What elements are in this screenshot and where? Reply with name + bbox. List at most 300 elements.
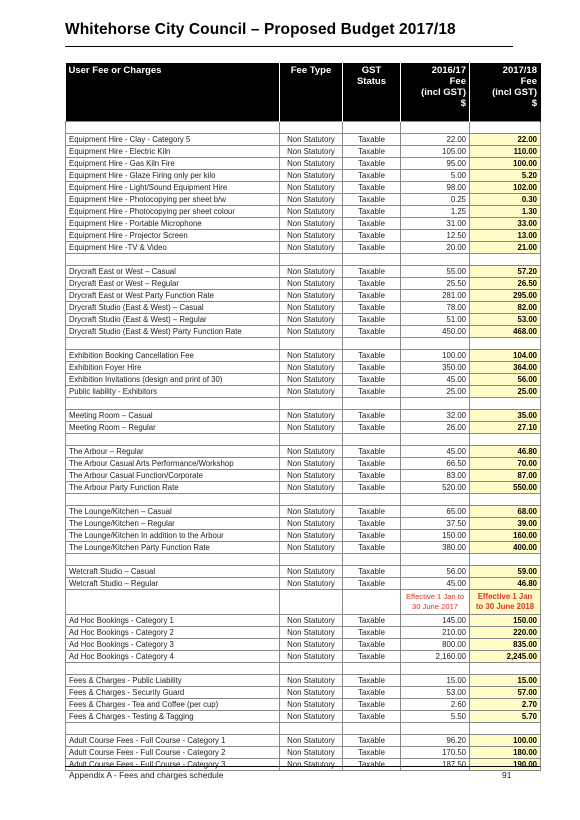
gst-status-cell: Taxable [343, 146, 401, 158]
page-title: Whitehorse City Council – Proposed Budget 2017/18 [65, 21, 456, 38]
gst-status-cell: Taxable [343, 735, 401, 747]
fee-2016-17-cell: 105.00 [401, 146, 470, 158]
fee-2016-17-cell: 45.00 [401, 446, 470, 458]
fee-type-cell: Non Statutory [280, 422, 343, 434]
fee-2016-17-cell: 96.20 [401, 735, 470, 747]
fee-name-cell: Drycraft East or West – Casual [66, 266, 280, 278]
empty-cell [343, 494, 401, 506]
fee-2017-18-cell: 468.00 [470, 326, 541, 338]
gst-status-cell: Taxable [343, 326, 401, 338]
fee-2016-17-cell: 2,160.00 [401, 651, 470, 663]
fee-type-cell: Non Statutory [280, 134, 343, 146]
empty-cell [280, 338, 343, 350]
fee-type-cell: Non Statutory [280, 506, 343, 518]
empty-cell [66, 254, 280, 266]
fee-2016-17-cell: 520.00 [401, 482, 470, 494]
fee-2017-18-cell: 5.70 [470, 711, 541, 723]
gst-status-cell: Taxable [343, 675, 401, 687]
table-spacer-row [66, 554, 541, 566]
empty-cell [343, 254, 401, 266]
empty-cell [401, 338, 470, 350]
fee-2016-17-cell: 37.50 [401, 518, 470, 530]
table-row [66, 170, 541, 182]
fee-name-cell: Ad Hoc Bookings - Category 4 [66, 651, 280, 663]
fee-2017-18-cell: 15.00 [470, 675, 541, 687]
title-divider [65, 46, 513, 47]
empty-cell [343, 398, 401, 410]
fee-type-cell: Non Statutory [280, 350, 343, 362]
fee-2017-18-cell: 2,245.00 [470, 651, 541, 663]
fee-type-cell: Non Statutory [280, 446, 343, 458]
fee-name-cell: The Lounge/Kitchen Party Function Rate [66, 542, 280, 554]
fee-name-cell: Meeting Room – Regular [66, 422, 280, 434]
fee-type-cell: Non Statutory [280, 627, 343, 639]
fee-name-cell: Drycraft East or West – Regular [66, 278, 280, 290]
table-row [66, 386, 541, 398]
fee-2016-17-cell: 22.00 [401, 134, 470, 146]
gst-status-cell: Taxable [343, 639, 401, 651]
fee-name-cell: Equipment Hire - Glaze Firing only per kilo [66, 170, 280, 182]
gst-status-cell: Taxable [343, 687, 401, 699]
gst-status-cell: Taxable [343, 542, 401, 554]
fee-2016-17-cell: 31.00 [401, 218, 470, 230]
fee-type-cell: Non Statutory [280, 362, 343, 374]
fee-2016-17-cell: 170.50 [401, 747, 470, 759]
fee-type-cell: Non Statutory [280, 711, 343, 723]
fee-type-cell: Non Statutory [280, 170, 343, 182]
effective-note-2016-17: Effective 1 Jan to 30 June 2017 [401, 590, 470, 615]
gst-status-cell: Taxable [343, 458, 401, 470]
fee-2017-18-cell: 550.00 [470, 482, 541, 494]
fee-2016-17-cell: 26.00 [401, 422, 470, 434]
fee-type-cell: Non Statutory [280, 542, 343, 554]
fee-2016-17-cell: 32.00 [401, 410, 470, 422]
fee-name-cell: Adult Course Fees - Full Course - Category 1 [66, 735, 280, 747]
fee-type-cell: Non Statutory [280, 266, 343, 278]
gst-status-cell: Taxable [343, 578, 401, 590]
gst-status-cell: Taxable [343, 194, 401, 206]
table-row [66, 482, 541, 494]
fee-2017-18-cell: 0.30 [470, 194, 541, 206]
empty-cell [66, 590, 280, 615]
table-row [66, 615, 541, 627]
table-row [66, 242, 541, 254]
fee-2017-18-cell: 1.30 [470, 206, 541, 218]
empty-cell [66, 663, 280, 675]
fee-2017-18-cell: 190.00 [470, 759, 541, 771]
table-row [66, 518, 541, 530]
fee-2017-18-cell: 13.00 [470, 230, 541, 242]
empty-cell [343, 122, 401, 134]
gst-status-cell: Taxable [343, 699, 401, 711]
gst-status-cell: Taxable [343, 711, 401, 723]
fee-2016-17-cell: 45.00 [401, 374, 470, 386]
fee-2017-18-cell: 46.80 [470, 578, 541, 590]
fee-type-cell: Non Statutory [280, 314, 343, 326]
fee-2016-17-cell: 380.00 [401, 542, 470, 554]
gst-status-cell: Taxable [343, 290, 401, 302]
empty-cell [470, 434, 541, 446]
empty-cell [280, 434, 343, 446]
fee-2017-18-cell: 46.80 [470, 446, 541, 458]
table-row [66, 206, 541, 218]
empty-cell [401, 434, 470, 446]
table-row [66, 747, 541, 759]
fee-2016-17-cell: 98.00 [401, 182, 470, 194]
empty-cell [66, 398, 280, 410]
fee-2017-18-cell: 220.00 [470, 627, 541, 639]
fee-type-cell: Non Statutory [280, 675, 343, 687]
table-row [66, 422, 541, 434]
fee-name-cell: Drycraft Studio (East & West) – Casual [66, 302, 280, 314]
table-spacer-row [66, 663, 541, 675]
table-row [66, 458, 541, 470]
fee-type-cell: Non Statutory [280, 242, 343, 254]
gst-status-cell: Taxable [343, 158, 401, 170]
empty-cell [343, 590, 401, 615]
fee-type-cell: Non Statutory [280, 278, 343, 290]
empty-cell [401, 723, 470, 735]
header-gst-status: GST Status [343, 63, 401, 122]
fee-name-cell: Equipment Hire - Portable Microphone [66, 218, 280, 230]
table-row [66, 446, 541, 458]
fee-name-cell: Equipment Hire -TV & Video [66, 242, 280, 254]
fee-name-cell: The Lounge/Kitchen – Regular [66, 518, 280, 530]
gst-status-cell: Taxable [343, 759, 401, 771]
gst-status-cell: Taxable [343, 314, 401, 326]
table-row [66, 759, 541, 771]
fee-2017-18-cell: 150.00 [470, 615, 541, 627]
fee-name-cell: Exhibition Foyer Hire [66, 362, 280, 374]
gst-status-cell: Taxable [343, 386, 401, 398]
fee-name-cell: Equipment Hire - Photocopying per sheet b/w [66, 194, 280, 206]
header-fee-name: User Fee or Charges [66, 63, 280, 122]
table-spacer-row [66, 398, 541, 410]
empty-cell [470, 122, 541, 134]
fee-type-cell: Non Statutory [280, 230, 343, 242]
fee-type-cell: Non Statutory [280, 735, 343, 747]
fee-name-cell: Equipment Hire - Light/Sound Equipment Hire [66, 182, 280, 194]
fee-2017-18-cell: 87.00 [470, 470, 541, 482]
table-spacer-row [66, 338, 541, 350]
table-row [66, 651, 541, 663]
fee-2017-18-cell: 400.00 [470, 542, 541, 554]
gst-status-cell: Taxable [343, 446, 401, 458]
empty-cell [66, 494, 280, 506]
fee-name-cell: Exhibition Invitations (design and print of 30) [66, 374, 280, 386]
fee-name-cell: Fees & Charges - Tea and Coffee (per cup) [66, 699, 280, 711]
gst-status-cell: Taxable [343, 350, 401, 362]
fee-type-cell: Non Statutory [280, 218, 343, 230]
gst-status-cell: Taxable [343, 230, 401, 242]
fee-2016-17-cell: 450.00 [401, 326, 470, 338]
fee-type-cell: Non Statutory [280, 687, 343, 699]
fee-name-cell: Drycraft Studio (East & West) – Regular [66, 314, 280, 326]
table-row [66, 230, 541, 242]
fee-2016-17-cell: 55.00 [401, 266, 470, 278]
fee-type-cell: Non Statutory [280, 158, 343, 170]
gst-status-cell: Taxable [343, 266, 401, 278]
empty-cell [343, 338, 401, 350]
fee-2016-17-cell: 145.00 [401, 615, 470, 627]
fee-type-cell: Non Statutory [280, 194, 343, 206]
empty-cell [280, 494, 343, 506]
empty-cell [401, 254, 470, 266]
table-row [66, 506, 541, 518]
fee-2016-17-cell: 5.50 [401, 711, 470, 723]
empty-cell [343, 434, 401, 446]
gst-status-cell: Taxable [343, 506, 401, 518]
empty-cell [280, 663, 343, 675]
fee-2016-17-cell: 95.00 [401, 158, 470, 170]
empty-cell [401, 122, 470, 134]
empty-cell [280, 398, 343, 410]
gst-status-cell: Taxable [343, 170, 401, 182]
fee-name-cell: The Arbour Party Function Rate [66, 482, 280, 494]
fee-type-cell: Non Statutory [280, 290, 343, 302]
empty-cell [280, 723, 343, 735]
table-row [66, 675, 541, 687]
fee-2017-18-cell: 39.00 [470, 518, 541, 530]
fee-name-cell: The Lounge/Kitchen – Casual [66, 506, 280, 518]
table-row [66, 266, 541, 278]
fee-2016-17-cell: 15.00 [401, 675, 470, 687]
table-row [66, 566, 541, 578]
fee-2016-17-cell: 25.00 [401, 386, 470, 398]
fee-name-cell: Drycraft Studio (East & West) Party Function Rate [66, 326, 280, 338]
fee-2016-17-cell: 2.60 [401, 699, 470, 711]
fee-2016-17-cell: 187.50 [401, 759, 470, 771]
gst-status-cell: Taxable [343, 362, 401, 374]
gst-status-cell: Taxable [343, 651, 401, 663]
fee-2016-17-cell: 0.25 [401, 194, 470, 206]
table-row [66, 410, 541, 422]
fee-2017-18-cell: 56.00 [470, 374, 541, 386]
fee-type-cell: Non Statutory [280, 374, 343, 386]
fee-name-cell: Equipment Hire - Gas Kiln Fire [66, 158, 280, 170]
fee-2017-18-cell: 835.00 [470, 639, 541, 651]
table-row [66, 194, 541, 206]
fee-2016-17-cell: 800.00 [401, 639, 470, 651]
fee-2017-18-cell: 68.00 [470, 506, 541, 518]
fee-name-cell: Equipment Hire - Photocopying per sheet colour [66, 206, 280, 218]
fee-name-cell: Wetcraft Studio – Regular [66, 578, 280, 590]
empty-cell [401, 398, 470, 410]
fee-2017-18-cell: 57.00 [470, 687, 541, 699]
fee-2016-17-cell: 150.00 [401, 530, 470, 542]
gst-status-cell: Taxable [343, 278, 401, 290]
header-fee-2017-18: 2017/18 Fee (incl GST) $ [470, 63, 541, 122]
fee-2016-17-cell: 45.00 [401, 578, 470, 590]
table-row [66, 158, 541, 170]
gst-status-cell: Taxable [343, 218, 401, 230]
fee-2016-17-cell: 66.50 [401, 458, 470, 470]
fee-2016-17-cell: 51.00 [401, 314, 470, 326]
table-row [66, 639, 541, 651]
fee-2016-17-cell: 25.50 [401, 278, 470, 290]
table-row [66, 470, 541, 482]
fee-type-cell: Non Statutory [280, 747, 343, 759]
effective-note-2017-18: Effective 1 Jan to 30 June 2018 [470, 590, 541, 615]
fee-2016-17-cell: 20.00 [401, 242, 470, 254]
fee-2017-18-cell: 22.00 [470, 134, 541, 146]
empty-cell [343, 554, 401, 566]
table-spacer-row [66, 434, 541, 446]
empty-cell [66, 554, 280, 566]
fee-2017-18-cell: 27.10 [470, 422, 541, 434]
table-row [66, 627, 541, 639]
table-row [66, 350, 541, 362]
fee-2017-18-cell: 5.20 [470, 170, 541, 182]
fee-2017-18-cell: 25.00 [470, 386, 541, 398]
fee-type-cell: Non Statutory [280, 566, 343, 578]
fee-2016-17-cell: 83.00 [401, 470, 470, 482]
effective-period-row [66, 590, 541, 615]
footer-divider [65, 766, 540, 767]
fee-2017-18-cell: 70.00 [470, 458, 541, 470]
page-number: 91 [502, 770, 512, 780]
table-spacer-row [66, 494, 541, 506]
fee-type-cell: Non Statutory [280, 615, 343, 627]
table-row [66, 302, 541, 314]
fee-type-cell: Non Statutory [280, 518, 343, 530]
fee-2017-18-cell: 110.00 [470, 146, 541, 158]
table-row [66, 542, 541, 554]
fee-type-cell: Non Statutory [280, 578, 343, 590]
gst-status-cell: Taxable [343, 302, 401, 314]
fee-name-cell: Fees & Charges - Testing & Tagging [66, 711, 280, 723]
fee-name-cell: Ad Hoc Bookings - Category 3 [66, 639, 280, 651]
gst-status-cell: Taxable [343, 410, 401, 422]
table-row [66, 530, 541, 542]
fee-2017-18-cell: 53.00 [470, 314, 541, 326]
empty-cell [280, 122, 343, 134]
fee-name-cell: Adult Course Fees - Full Course - Category 2 [66, 747, 280, 759]
fee-type-cell: Non Statutory [280, 206, 343, 218]
table-row [66, 278, 541, 290]
empty-cell [280, 554, 343, 566]
fee-name-cell: Fees & Charges - Public Liability [66, 675, 280, 687]
fee-2017-18-cell: 104.00 [470, 350, 541, 362]
empty-cell [470, 554, 541, 566]
fee-name-cell: Fees & Charges - Security Guard [66, 687, 280, 699]
fee-2016-17-cell: 210.00 [401, 627, 470, 639]
gst-status-cell: Taxable [343, 566, 401, 578]
fee-type-cell: Non Statutory [280, 386, 343, 398]
fee-name-cell: Ad Hoc Bookings - Category 1 [66, 615, 280, 627]
empty-cell [66, 122, 280, 134]
fee-type-cell: Non Statutory [280, 470, 343, 482]
table-row [66, 687, 541, 699]
fee-type-cell: Non Statutory [280, 326, 343, 338]
footer-label: Appendix A - Fees and charges schedule [69, 770, 224, 780]
fee-2016-17-cell: 281.00 [401, 290, 470, 302]
fee-name-cell: The Arbour – Regular [66, 446, 280, 458]
fee-2016-17-cell: 53.00 [401, 687, 470, 699]
gst-status-cell: Taxable [343, 182, 401, 194]
gst-status-cell: Taxable [343, 206, 401, 218]
table-spacer-row [66, 254, 541, 266]
gst-status-cell: Taxable [343, 242, 401, 254]
table-row [66, 362, 541, 374]
fee-2017-18-cell: 100.00 [470, 735, 541, 747]
gst-status-cell: Taxable [343, 747, 401, 759]
fee-2016-17-cell: 100.00 [401, 350, 470, 362]
fee-type-cell: Non Statutory [280, 482, 343, 494]
empty-cell [66, 338, 280, 350]
gst-status-cell: Taxable [343, 374, 401, 386]
table-row [66, 314, 541, 326]
fee-2016-17-cell: 78.00 [401, 302, 470, 314]
fee-2017-18-cell: 295.00 [470, 290, 541, 302]
empty-cell [470, 338, 541, 350]
empty-cell [401, 494, 470, 506]
fee-name-cell: The Arbour Casual Function/Corporate [66, 470, 280, 482]
fee-2017-18-cell: 2.70 [470, 699, 541, 711]
fee-name-cell: The Arbour Casual Arts Performance/Workshop [66, 458, 280, 470]
table-spacer-row [66, 122, 541, 134]
fee-2017-18-cell: 33.00 [470, 218, 541, 230]
fee-2017-18-cell: 59.00 [470, 566, 541, 578]
fee-name-cell: Wetcraft Studio – Casual [66, 566, 280, 578]
empty-cell [280, 590, 343, 615]
fee-name-cell: Ad Hoc Bookings - Category 2 [66, 627, 280, 639]
fee-type-cell: Non Statutory [280, 182, 343, 194]
table-header-row [66, 63, 541, 122]
fee-name-cell: Adult Course Fees - Full Course - Category 3 [66, 759, 280, 771]
empty-cell [470, 723, 541, 735]
fee-type-cell: Non Statutory [280, 699, 343, 711]
fee-name-cell: Equipment Hire - Electric Kiln [66, 146, 280, 158]
gst-status-cell: Taxable [343, 518, 401, 530]
fee-2017-18-cell: 102.00 [470, 182, 541, 194]
fee-name-cell: Drycraft East or West Party Function Rate [66, 290, 280, 302]
fee-name-cell: Exhibition Booking Cancellation Fee [66, 350, 280, 362]
fee-name-cell: Meeting Room – Casual [66, 410, 280, 422]
header-fee-type: Fee Type [280, 63, 343, 122]
fee-2017-18-cell: 100.00 [470, 158, 541, 170]
table-row [66, 711, 541, 723]
empty-cell [66, 723, 280, 735]
empty-cell [343, 663, 401, 675]
table-row [66, 374, 541, 386]
fee-type-cell: Non Statutory [280, 759, 343, 771]
fee-type-cell: Non Statutory [280, 146, 343, 158]
fee-name-cell: Equipment Hire - Clay - Category 5 [66, 134, 280, 146]
fee-name-cell: Equipment Hire - Projector Screen [66, 230, 280, 242]
table-row [66, 182, 541, 194]
fee-2016-17-cell: 65.00 [401, 506, 470, 518]
fee-2017-18-cell: 180.00 [470, 747, 541, 759]
fee-2017-18-cell: 26.50 [470, 278, 541, 290]
fee-2017-18-cell: 21.00 [470, 242, 541, 254]
empty-cell [470, 494, 541, 506]
empty-cell [66, 434, 280, 446]
table-row [66, 699, 541, 711]
table-row [66, 146, 541, 158]
fees-table [65, 63, 541, 771]
fee-2016-17-cell: 12.50 [401, 230, 470, 242]
empty-cell [401, 554, 470, 566]
empty-cell [343, 723, 401, 735]
header-fee-2016-17: 2016/17 Fee (incl GST) $ [401, 63, 470, 122]
fee-2016-17-cell: 1.25 [401, 206, 470, 218]
fee-type-cell: Non Statutory [280, 410, 343, 422]
empty-cell [470, 663, 541, 675]
fee-2016-17-cell: 5.00 [401, 170, 470, 182]
table-row [66, 578, 541, 590]
fee-2017-18-cell: 364.00 [470, 362, 541, 374]
